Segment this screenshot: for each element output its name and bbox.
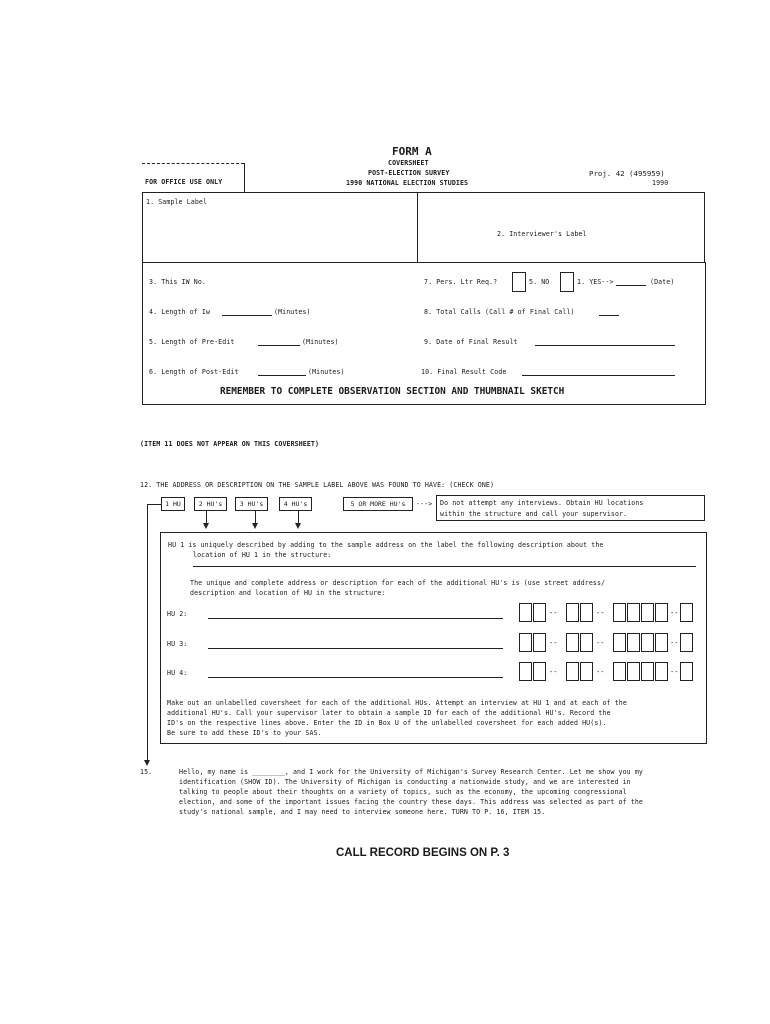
hu1-description-2: location of HU 1 in the structure: [193, 551, 332, 559]
date-final-result-line[interactable] [535, 345, 675, 346]
option-3-hus[interactable]: 3 HU's [235, 497, 268, 511]
option-4-hus[interactable]: 4 HU's [279, 497, 312, 511]
make-out-instructions-3: ID's on the respective lines above. Enter the ID in Box U of the unlabelled coversheet for each added HU(s). [167, 719, 607, 727]
call-record-footer: CALL RECORD BEGINS ON P. 3 [336, 847, 510, 859]
make-out-instructions-1: Make out an unlabelled coversheet for each of the additional HUs. Attempt an interview at HU 1 and at each of the [167, 699, 627, 707]
project-number: Proj. 42 (495959) [589, 169, 665, 178]
length-pre-edit-line[interactable] [258, 345, 300, 346]
total-calls-line[interactable] [599, 315, 619, 316]
sample-label-field: 1. Sample Label [146, 198, 208, 206]
hu3-label: HU 3: [167, 640, 188, 648]
length-post-edit-unit: (Minutes) [308, 368, 345, 376]
field-total-calls: 8. Total Calls (Call # of Final Call) [424, 308, 575, 316]
form-subtitle-study: 1990 NATIONAL ELECTION STUDIES [346, 179, 469, 187]
field-final-result-code: 10. Final Result Code [421, 368, 507, 376]
form-subtitle-survey: POST-ELECTION SURVEY [368, 169, 450, 177]
make-out-instructions-4: Be sure to add these ID's to your SAS. [167, 729, 322, 737]
unique-address-2: description and location of HU in the structure: [190, 589, 386, 597]
question-15-line-2: identification (SHOW ID). The University of Michigan is conducting a nationwide study, and we are interested in [179, 778, 631, 786]
question-15-line-1: Hello, my name is ________, and I work for the University of Michigan's Survey Research Center. Let me show you my [179, 768, 643, 776]
question-15-line-4: election, and some of the important issues facing the country these days. This address was selected as part of the [179, 798, 643, 806]
make-out-instructions-2: additional HU's. Call your supervisor later to obtain a sample ID for each of the additional HU's. Record the [167, 709, 611, 717]
pers-ltr-date-label: (Date) [650, 278, 675, 286]
form-title: FORM A [392, 145, 432, 158]
question-15-number: 15. [140, 768, 153, 776]
office-use-label: FOR OFFICE USE ONLY [145, 178, 223, 186]
pers-ltr-date-line[interactable] [616, 285, 646, 286]
field-pers-ltr-req: 7. Pers. Ltr Req.? [424, 278, 498, 286]
pers-ltr-yes-label: 1. YES--> [577, 278, 614, 286]
item-11-note: (ITEM 11 DOES NOT APPEAR ON THIS COVERSHEET) [140, 440, 320, 448]
field-length-post-edit: 6. Length of Post-Edit [149, 368, 239, 376]
option-2-hus[interactable]: 2 HU's [194, 497, 227, 511]
five-or-more-instruction-2: within the structure and call your supervisor. [440, 510, 628, 518]
length-of-iw-unit: (Minutes) [274, 308, 311, 316]
hu1-description-1: HU 1 is uniquely described by adding to the sample address on the label the following description about the [168, 541, 604, 549]
hu2-label: HU 2: [167, 610, 188, 618]
option-5-or-more-hus[interactable]: 5 OR MORE HU's [343, 497, 413, 511]
question-15-line-5: study's national sample, and I may need to interview someone here. TURN TO P. 16, ITEM 15. [179, 808, 546, 816]
field-length-pre-edit: 5. Length of Pre-Edit [149, 338, 235, 346]
field-date-final-result: 9. Date of Final Result [424, 338, 518, 346]
final-result-code-line[interactable] [522, 375, 675, 376]
hu4-line[interactable] [208, 677, 503, 678]
length-post-edit-line[interactable] [258, 375, 306, 376]
five-or-more-instruction-1: Do not attempt any interviews. Obtain HU locations [440, 499, 644, 507]
field-this-iw-no: 3. This IW No. [149, 278, 206, 286]
length-of-iw-line[interactable] [222, 315, 272, 316]
pers-ltr-yes-checkbox[interactable] [560, 272, 574, 292]
option-1-hu[interactable]: 1 HU [161, 497, 185, 511]
question-15-line-3: talking to people about their thoughts on a variety of topics, such as the economy, the upcoming congressional [179, 788, 627, 796]
hu1-description-line[interactable] [193, 566, 696, 567]
length-pre-edit-unit: (Minutes) [302, 338, 339, 346]
option-5-arrow: ---> [416, 500, 433, 508]
question-12-text: 12. THE ADDRESS OR DESCRIPTION ON THE SAMPLE LABEL ABOVE WAS FOUND TO HAVE: (CHECK ONE) [140, 481, 495, 489]
interviewers-label-field: 2. Interviewer's Label [497, 230, 587, 238]
field-length-of-iw: 4. Length of Iw [149, 308, 211, 316]
unique-address-1: The unique and complete address or description for each of the additional HU's is (use street address/ [190, 579, 606, 587]
hu3-line[interactable] [208, 648, 503, 649]
hu4-label: HU 4: [167, 669, 188, 677]
pers-ltr-no-label: 5. NO [529, 278, 550, 286]
project-year: 1990 [652, 179, 669, 187]
pers-ltr-no-checkbox[interactable] [512, 272, 526, 292]
form-subtitle-coversheet: COVERSHEET [388, 159, 429, 167]
hu2-line[interactable] [208, 618, 503, 619]
remember-banner: REMEMBER TO COMPLETE OBSERVATION SECTION AND THUMBNAIL SKETCH [220, 386, 565, 397]
